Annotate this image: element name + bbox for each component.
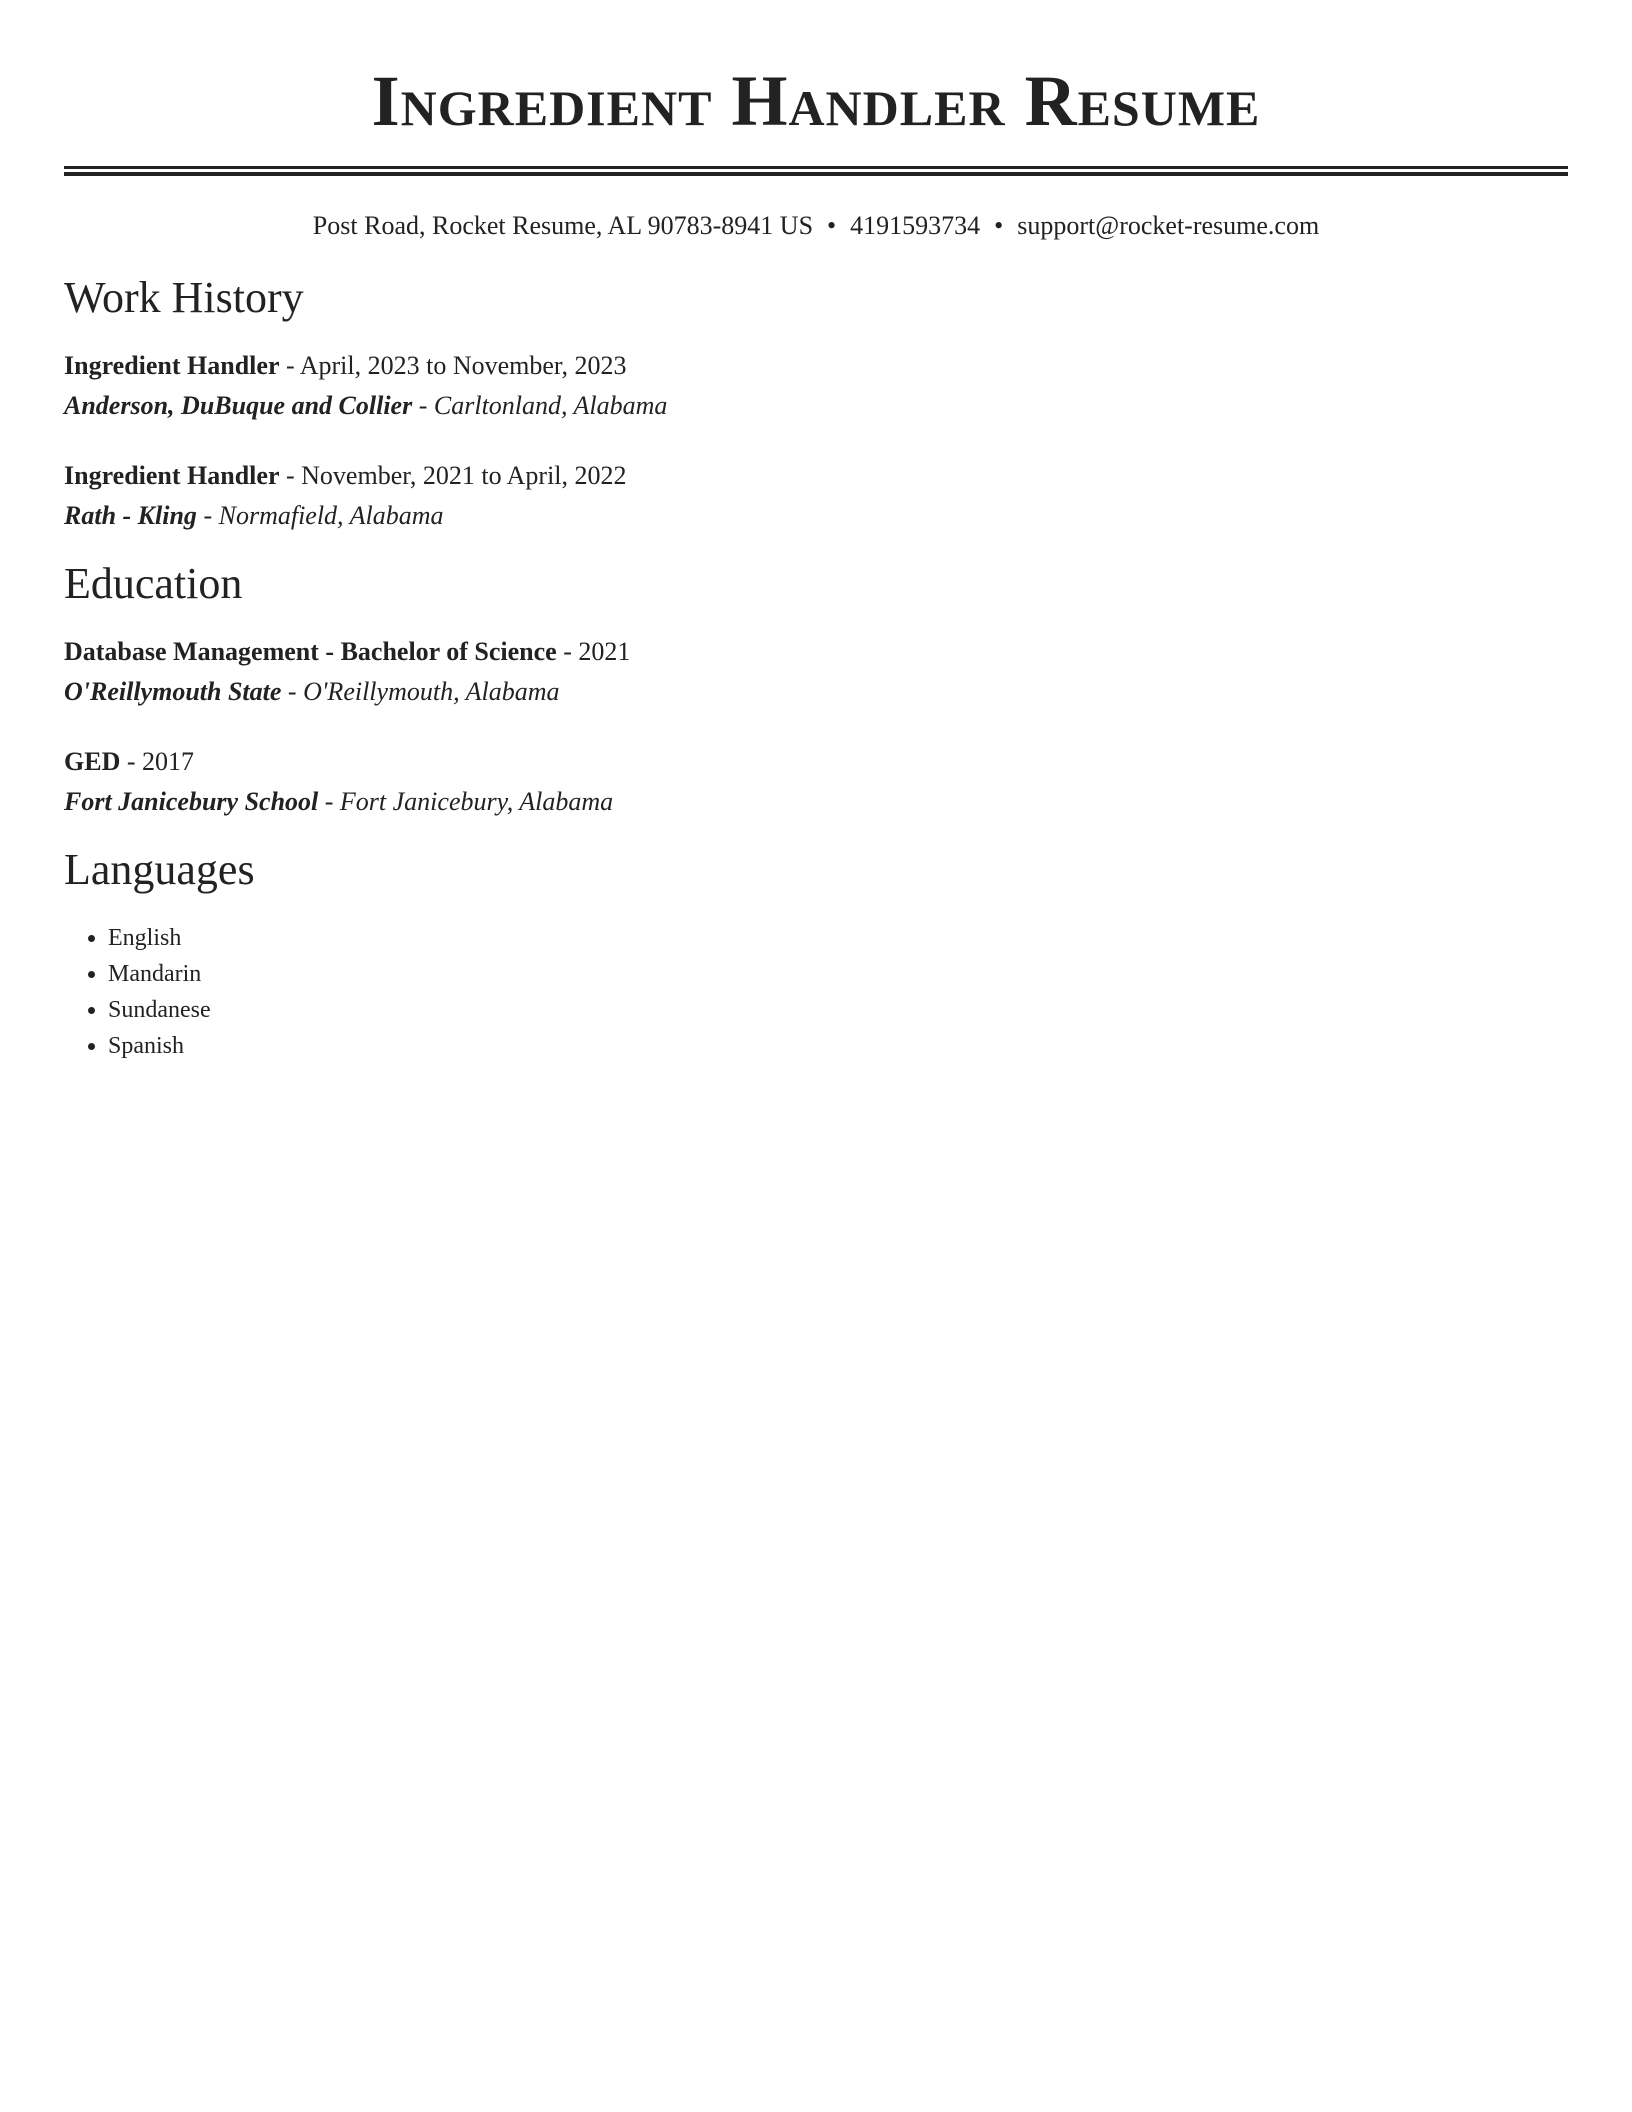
education-heading: Education <box>64 559 243 608</box>
language-item: • English <box>108 920 1568 956</box>
job-dates: April, 2023 to November, 2023 <box>299 351 627 380</box>
company-name: Rath - Kling <box>64 501 197 530</box>
contact-address: Post Road, Rocket Resume, AL 90783-8941 US <box>312 211 814 240</box>
work-history-heading: Work History <box>64 273 304 322</box>
job-dates: November, 2021 to April, 2022 <box>301 461 627 490</box>
degree-name: Database Management - Bachelor of Science <box>64 637 557 666</box>
contact-separator: • <box>827 211 837 240</box>
resume-title: Ingredient Handler Resume <box>371 61 1261 141</box>
language-item: • Spanish <box>108 1028 1568 1064</box>
language-item: • Mandarin <box>108 956 1568 992</box>
contact-line <box>64 208 1568 244</box>
languages-list <box>64 920 1568 1064</box>
contact-email: support@rocket-resume.com <box>1017 211 1320 240</box>
degree-name: GED <box>64 747 121 776</box>
graduation-year: 2021 <box>578 637 631 666</box>
title-double-rule <box>64 166 1568 176</box>
work-entry: Ingredient Handler - November, 2021 to April, 2022 Rath - Kling - Normafield, Alabama <box>64 461 627 530</box>
language-item: • Sundanese <box>108 992 1568 1028</box>
company-name: Anderson, DuBuque and Collier <box>64 391 413 420</box>
job-title: Ingredient Handler <box>64 461 280 490</box>
graduation-year: 2017 <box>142 747 195 776</box>
school-name: Fort Janicebury School <box>64 787 319 816</box>
job-title: Ingredient Handler <box>64 351 280 380</box>
contact-separator: • <box>994 211 1004 240</box>
school-location: O'Reillymouth, Alabama <box>303 677 560 706</box>
resume-page <box>64 0 1568 1064</box>
education-entry: Database Management - Bachelor of Science - 2021 O'Reillymouth State - O'Reillymouth, Alabama <box>64 637 631 706</box>
school-name: O'Reillymouth State <box>64 677 282 706</box>
school-location: Fort Janicebury, Alabama <box>339 787 614 816</box>
languages-heading: Languages <box>64 845 255 894</box>
education-entry: GED - 2017 Fort Janicebury School - Fort Janicebury, Alabama <box>64 747 614 816</box>
job-location: Normafield, Alabama <box>218 501 444 530</box>
contact-phone: 4191593734 <box>850 211 981 240</box>
job-location: Carltonland, Alabama <box>433 391 668 420</box>
work-entry: Ingredient Handler - April, 2023 to November, 2023 Anderson, DuBuque and Collier - Carltonland, Alabama <box>64 351 668 420</box>
